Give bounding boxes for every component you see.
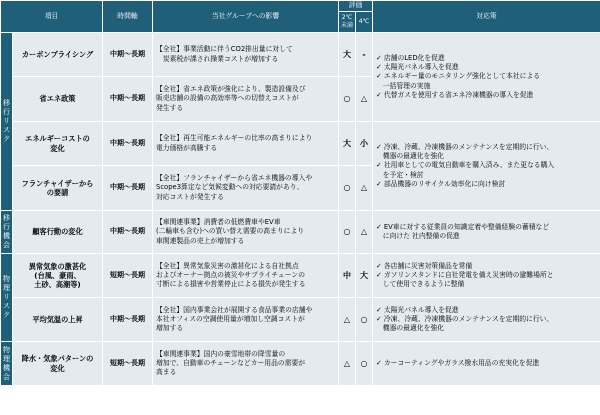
row-impact: 【全社】再生可能エネルギーの比率の高まりにより 電力価格が高騰する [153, 122, 339, 166]
row-impact: 【全社】異常気象災害の激甚化による自社拠点 およびオーナー拠点の被災やサプライチェーンの 寸断による損害や営業停止による損失が発生する [153, 254, 339, 298]
header-measures: 対応策 [373, 1, 600, 33]
measure-line: ✓ 部品機器のリサイクル効率化に向け検討 [376, 179, 506, 188]
row-eval-2c: ○ [339, 166, 356, 211]
measure-line: ✓ 店舗のLED化を促進 [376, 53, 445, 62]
row-eval-4c: 小 [356, 122, 373, 166]
row-eval-4c: △ [356, 166, 373, 211]
table-row [1, 298, 600, 342]
measure-line: ✓ 太陽光パネル導入を促進 [376, 305, 459, 314]
measures-cell [373, 122, 600, 211]
row-period: 短期〜長期 [103, 254, 153, 298]
row-eval-2c: △ [339, 342, 356, 386]
measure-line: に向けた 社内整備の促進 [376, 232, 460, 240]
row-period: 中期〜長期 [103, 298, 153, 342]
measures-cell [373, 254, 600, 298]
category-transition-opportunity: 移行機会 [1, 211, 13, 254]
measure-line: を予定・検討 [376, 170, 424, 179]
category-physical-risk: 物理リスク [1, 254, 13, 342]
measure-line: ✓ 代替ガスを使用する省エネ冷凍機器の導入を促進 [376, 90, 534, 99]
row-period: 短期〜長期 [103, 342, 153, 386]
row-period: 中期〜長期 [103, 211, 153, 254]
category-physical-opportunity: 物理機会 [1, 342, 13, 386]
row-impact: 【全社】国内事業会社が展開する食品事業の店舗や 本社オフィスの空調使用量が増加し空調コストが 増加する [153, 298, 339, 342]
row-impact: 【車関連事業】消費者の低燃費車やEV車 (二輪車も含む)への買い替え需要の高まりにより 車関連製品の売上が増加する [153, 211, 339, 254]
measure-line: 機器の最適化を強化 [376, 152, 444, 161]
table-row [1, 254, 600, 298]
measure-line: ✓ エネルギー量のモニタリング強化として本社による [376, 72, 541, 81]
row-eval-2c: 中 [339, 254, 356, 298]
header-evaluation: 評価 [339, 1, 373, 12]
row-period: 中期〜長期 [103, 77, 153, 122]
table-row [1, 342, 600, 386]
measure-line: ✓ ガソリンスタンドに自社発電を備え災害時の避難場所と [376, 270, 554, 279]
table-row [1, 122, 600, 166]
measure-line: ✓ 冷凍、冷蔵、冷凍機器のメンテナンスを定期的に行い、 [376, 314, 554, 323]
row-eval-4c: ○ [356, 298, 373, 342]
measure-line: ✓ 冷凍、冷蔵、冷凍機器のメンテナンスを定期的に行い、 [376, 142, 554, 151]
row-eval-4c: ○ [356, 342, 373, 386]
row-item: 平均気温の上昇 [13, 298, 103, 342]
measure-line: ✓ 太陽光パネル導入を促進 [376, 63, 459, 72]
row-eval-4c: △ [356, 211, 373, 254]
header-period: 時間軸 [103, 1, 153, 33]
header-eval-4c: 4℃ [356, 12, 373, 33]
measures-cell [373, 342, 600, 386]
row-eval-2c: 大 [339, 122, 356, 166]
row-eval-2c: ○ [339, 211, 356, 254]
row-impact: 【全社】事業活動に伴うCO2排出量に対して 炭素税が課され操業コストが増加する [153, 33, 339, 77]
header-item: 項目 [1, 1, 103, 33]
row-eval-2c: 大 [339, 33, 356, 77]
category-transition-risk: 移行リスク [1, 33, 13, 211]
row-impact: 【全社】省エネ政策が強化により、製造設備及び 販売店舗の設備の高効率等への切替えコストが 発生する [153, 77, 339, 122]
measure-line: 一括管理の実施 [376, 81, 431, 90]
measures-cell [373, 211, 600, 254]
header-impact: 当社グループへの影響 [153, 1, 339, 33]
row-eval-4c: △ [356, 77, 373, 122]
table-row [1, 33, 600, 77]
row-impact: 【車関連事業】国内の豪雪地帯の降雪量の 増加で、自動車のチェーンなどカー用品の需要が 高まる [153, 342, 339, 386]
measures-cell [373, 33, 600, 122]
measure-line: 機器の最適化を強化 [376, 324, 444, 333]
row-item: エネルギーコストの 変化 [13, 122, 103, 166]
row-item: フランチャイザーから の要請 [13, 166, 103, 211]
row-eval-2c: ○ [339, 77, 356, 122]
row-item: カーボンプライシング [13, 33, 103, 77]
row-eval-2c: △ [339, 298, 356, 342]
measure-line: ✓ 社用車としての電気自動車を購入済み、また更なる購入 [376, 161, 555, 170]
row-item: 異常気象の激甚化 (台風、豪雨、 土砂、高潮等) [13, 254, 103, 298]
measure-line: ✓ 各店舗に災害対策備品を常備 [376, 261, 473, 270]
row-impact: 【全社】フランチャイザーから省エネ機器の導入や Scope3算定など気候変動への対応要請があり、 対応コストが発生する [153, 166, 339, 211]
table-row [1, 211, 600, 254]
measure-line: ✓ EV車に対する従業員の知識定着や整備経験の蓄積など [376, 222, 550, 231]
row-eval-4c: 大 [356, 254, 373, 298]
measures-cell [373, 298, 600, 342]
row-item: 降水・気象パターンの 変化 [13, 342, 103, 386]
row-period: 中期〜長期 [103, 122, 153, 166]
header-eval-2c: 2℃ 未満 [339, 12, 356, 33]
row-item: 顧客行動の変化 [13, 211, 103, 254]
measure-line: して使用できるように整備 [376, 280, 465, 289]
row-period: 中期〜長期 [103, 166, 153, 211]
measure-line: ✓ カーコーティングやガラス撥水用品の充実化を促進 [376, 358, 540, 367]
row-eval-4c: - [356, 33, 373, 77]
row-item: 省エネ政策 [13, 77, 103, 122]
row-period: 中期〜長期 [103, 33, 153, 77]
